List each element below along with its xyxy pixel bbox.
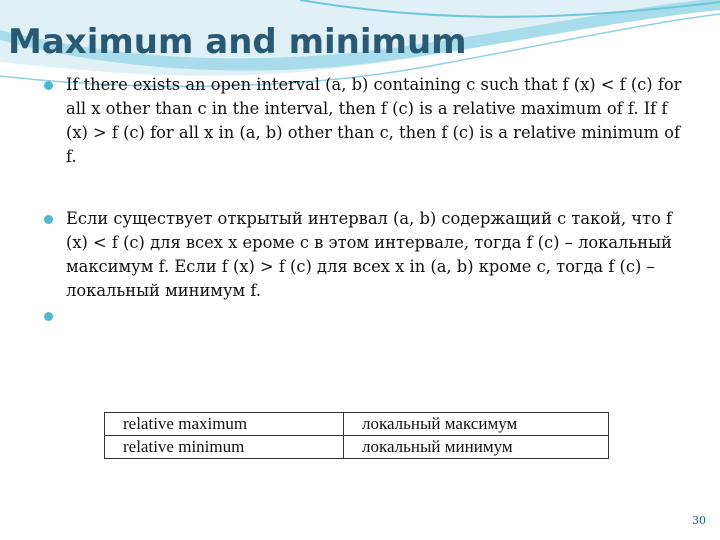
glossary-term-ru: локальный минимум [344, 436, 609, 459]
glossary-table [104, 412, 609, 459]
table-row [105, 436, 609, 459]
bullet-english-definition [66, 73, 686, 169]
glossary-term-en: relative minimum [105, 436, 344, 459]
table-row [105, 413, 609, 436]
bullet-text: If there exists an open interval (a, b) containing c such that f (x) < f (c) for all x other than c in the interval, then f (c) is a relative maximum of f. If f (x) > f (c) for all x in (a, b) other than c, then f (c) is a relative minimum of f. [66, 75, 682, 166]
bullet-icon [44, 312, 53, 321]
page-number: 30 [692, 514, 706, 527]
page-title: Maximum and minimum [8, 22, 467, 62]
bullet-text: Если существует открытый интервал (a, b) содержащий c такой, что f (x) < f (c) для всех x ероме c в этом интервале, тогда f (c) – локальный максимум f. Если f (x) > f (c) для всех x in (a, b) кроме c, тогда f (c) – локальный минимум f. [66, 209, 673, 300]
bullet-icon [44, 215, 53, 224]
glossary-term-ru: локальный максимум [344, 413, 609, 436]
bullet-empty [66, 304, 86, 328]
bullet-russian-definition [66, 207, 686, 303]
bullet-icon [44, 81, 53, 90]
glossary-term-en: relative maximum [105, 413, 344, 436]
